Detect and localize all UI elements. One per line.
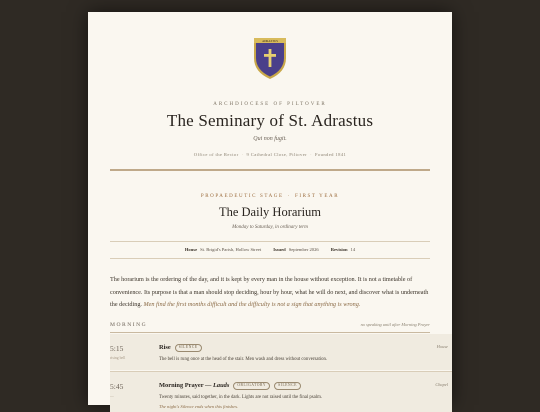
entry-place: Chapel (435, 382, 448, 387)
stage-label: PROPAEDEUTIC STAGE · FIRST YEAR (200, 194, 340, 199)
intro-paragraph (110, 274, 430, 312)
entry-description: Twenty minutes, said together, in the dark. Lights are not raised until the final psalm. (159, 395, 323, 400)
revision-value: 14 (350, 247, 356, 252)
status-badge: SILENCE (274, 382, 301, 390)
entry-note: The night's Silence ends when this finishes. (159, 404, 239, 409)
status-badge: OBLIGATORY (233, 382, 270, 390)
entry-place: House (436, 344, 448, 349)
seminary-crest-icon (252, 34, 288, 80)
office-label: Office of the Rector (193, 152, 239, 157)
house-value: St. Brigid's Parish, Hollow Street (200, 247, 262, 252)
entry-time: 5:15 (110, 344, 124, 353)
entry-time: 5:45 (110, 382, 124, 391)
document-sheet (88, 12, 452, 409)
section-header-morning (110, 322, 430, 328)
document-subtitle: Monday to Saturday, in ordinary term (232, 225, 308, 230)
address-label: 9 Cathedral Close, Piltover (246, 152, 308, 157)
horarium-entry (110, 334, 452, 370)
info-divider-bottom (110, 258, 430, 259)
entry-time-note: — (110, 394, 114, 398)
motto: Qui non fugit. (253, 136, 287, 142)
entry-name (159, 382, 301, 390)
founded-label: Founded 1841 (315, 152, 347, 157)
entry-title: Morning Prayer — (159, 382, 214, 390)
issued-value: September 2026 (288, 247, 319, 252)
entry-time-note: rising bell (110, 356, 126, 360)
stage-year: FIRST YEAR (294, 194, 340, 199)
header-divider (110, 169, 430, 171)
horarium-entry (110, 372, 452, 412)
archdiocese-label: ARCHDIOCESE OF PILTOVER (213, 102, 327, 107)
document-info (88, 247, 452, 252)
info-divider-top (110, 241, 430, 242)
revision-label: Revision (330, 247, 348, 252)
section-note: no speaking until after Morning Prayer (360, 322, 430, 327)
intro-emphasis: Men find the first months difficult and the difficulty is not a sign that anything is wrong. (143, 301, 361, 308)
entry-title: Rise (159, 344, 171, 352)
stage-name: PROPAEDEUTIC STAGE (200, 194, 284, 199)
page-title: The Seminary of St. Adrastus (166, 111, 374, 130)
entry-title-italic: Lauds (213, 382, 230, 390)
intro-text: The horarium is the ordering of the day, and it is kept by every man in the house without exception. It is not a timetable of convenience. Its purpose is that a man should stop deciding, hour by hour, what he will do next, and discover what is underneath the deciding. (110, 276, 429, 308)
section-divider (110, 332, 430, 333)
entry-description: The bell is rung once at the head of the stair. Men wash and dress without conversation. (159, 357, 328, 362)
issued-label: Issued (273, 247, 286, 252)
entry-name (159, 344, 202, 352)
header-meta: Office of the Rector · 9 Cathedral Close, Piltover · Founded 1841 (193, 152, 347, 157)
status-badge: SILENCE (175, 344, 202, 352)
house-label: House (184, 247, 198, 252)
document-title: The Daily Horarium (218, 205, 322, 219)
section-label: MORNING (110, 322, 148, 328)
svg-text:ADRASTUS: ADRASTUS (262, 39, 278, 43)
